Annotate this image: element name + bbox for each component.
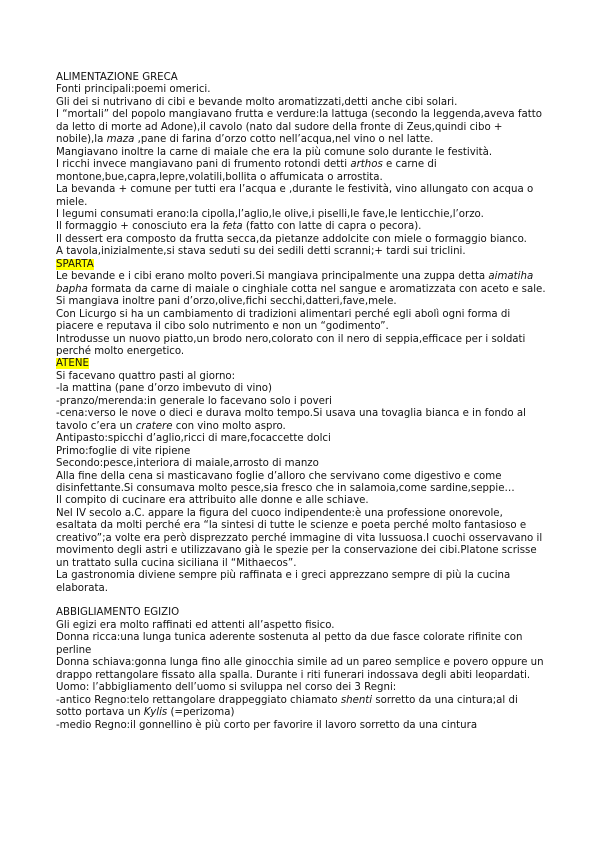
paragraph: Mangiavano inoltre la carne di maiale che era la più comune solo durante le festività. [56, 146, 493, 158]
paragraph: Introdusse un nuovo piatto,un brodo nero,colorato con il nero di seppia,efficace per i soldati perché molto energetico. [56, 333, 526, 357]
paragraph: Nel IV secolo a.C. appare la figura del cuoco indipendente:è una professione onorevole, esaltata da molti perché era “la sintesi di tutte le scienze e poeta perché molto fantasioso e creativo”;a volte era però disprezzato perché immagine di vita lussuosa.I cuochi osservavano il movimento degli astri e utilizzavano già le spezie per la conservazione dei cibi.Platone scrisse un trattato sulla cucina siciliana il “Mithaecos”. [56, 507, 543, 569]
paragraph: Antipasto:spicchi d’aglio,ricci di mare,focaccette dolci [56, 433, 331, 445]
paragraph: Il formaggio + conosciuto era la feta (fatto con latte di capra o pecora). [56, 221, 422, 233]
italic-term: Kylis [143, 707, 168, 719]
list-item: -antico Regno:telo rettangolare drappeggiato chiamato shenti sorretto da una cintura;al di sotto portava un Kylis (=perizoma) [56, 694, 518, 719]
paragraph: A tavola,inizialmente,si stava seduti su dei sedili detti scranni;+ tardi sui triclini. [56, 246, 466, 258]
paragraph: Il compito di cucinare era attribuito alle donne e alle schiave. [56, 495, 369, 507]
list-item: -medio Regno:il gonnellino è più corto per favorire il lavoro sorretto da una cintura [56, 719, 478, 731]
paragraph: La gastronomia diviene sempre più raffinata e i greci apprezzano sempre di più la cucina elaborata. [56, 570, 511, 594]
paragraph: Primo:foglie di vite ripiene [56, 445, 191, 457]
italic-term: feta [222, 221, 243, 233]
italic-term: shenti [340, 694, 373, 706]
paragraph: Si facevano quattro pasti al giorno: [56, 370, 236, 382]
section-title-sparta [56, 259, 546, 271]
section-title-atene [56, 358, 546, 370]
paragraph: Alla fine della cena si masticavano foglie d’alloro che servivano come digestivo e come disinfettante.Si consumava molto pesce,sia fresco che in salamoia,come sardine,seppie… [56, 470, 515, 494]
italic-term: aimatiha bapha [56, 271, 534, 295]
list-item: -la mattina (pane d’orzo imbevuto di vino) [56, 383, 273, 395]
paragraph: Gli dei si nutrivano di cibi e bevande molto aromatizzati,detti anche cibi solari. [56, 96, 458, 108]
paragraph: Con Licurgo si ha un cambiamento di tradizioni alimentari perché egli abolì ogni forma di piacere e reputava il cibo solo nutrimento e non un “godimento”. [56, 308, 511, 333]
document-page [56, 72, 546, 732]
paragraph: Il dessert era composto da frutta secca,da pietanze addolcite con miele o formaggio bianco. [56, 233, 527, 245]
paragraph: Fonti principali:poemi omerici. [56, 84, 211, 96]
list-item: -cena:verso le nove o dieci e durava molto tempo.Si usava una tovaglia bianca e in fondo al tavolo c’era un cratere con vino molto aspro. [56, 408, 526, 432]
paragraph: Le bevande e i cibi erano molto poveri.Si mangiava principalmente una zuppa detta aimatiha bapha formata da carne di maiale o cinghiale cotta nel sangue e aromatizzata con aceto e sale. [56, 271, 546, 295]
paragraph: I legumi consumati erano:la cipolla,l’aglio,le olive,i piselli,le fave,le lenticchie,l’orzo. [56, 208, 484, 220]
paragraph: Si mangiava inoltre pani d’orzo,olive,fichi secchi,datteri,fave,mele. [56, 296, 397, 308]
paragraph: I “mortali” del popolo mangiavano frutta e verdure:la lattuga (secondo la leggenda,aveva fatto da letto di morte ad Adone),il cavolo (nato dal sudore della fronte di Zeus,quindi cibo + nobile),la maza ,pane di farina d’orzo cotto nell’acqua,nel vino o nel latte. [56, 109, 542, 146]
paragraph: I ricchi invece mangiavano pani di frumento rotondi detti arthos e carne di montone,bue,capra,lepre,volatili,bollita o affumicata o arrostita. [56, 159, 437, 183]
paragraph: Secondo:pesce,interiora di maiale,arrosto di manzo [56, 458, 319, 470]
blank-line [56, 595, 546, 607]
paragraph: La bevanda + comune per tutti era l’acqua e ,durante le festività, vino allungato con acqua o miele. [56, 184, 534, 208]
section-title-abbigliamento-egizio: ABBIGLIAMENTO EGIZIO [56, 607, 180, 619]
paragraph: Gli egizi era molto raffinati ed attenti all’aspetto fisico. [56, 619, 335, 631]
list-item: -pranzo/merenda:in generale lo facevano solo i poveri [56, 395, 332, 407]
italic-term: arthos [350, 159, 383, 171]
italic-term: cratere [135, 420, 173, 432]
highlighted-heading: SPARTA [56, 258, 94, 270]
paragraph: Uomo: l’abbigliamento dell’uomo si sviluppa nel corso dei 3 Regni: [56, 682, 397, 694]
section-title-alimentazione-greca: ALIMENTAZIONE GRECA [56, 72, 178, 83]
highlighted-heading: ATENE [56, 358, 89, 370]
paragraph: Donna ricca:una lunga tunica aderente sostenuta al petto da due fasce colorate rifinite con perline [56, 632, 523, 656]
paragraph: Donna schiava:gonna lunga fino alle ginocchia simile ad un pareo semplice e povero oppure un drappo rettangolare fissato alla spalla. Durante i riti funerari indossava degli abiti leopardati. [56, 657, 544, 681]
italic-term: maza [106, 134, 135, 146]
